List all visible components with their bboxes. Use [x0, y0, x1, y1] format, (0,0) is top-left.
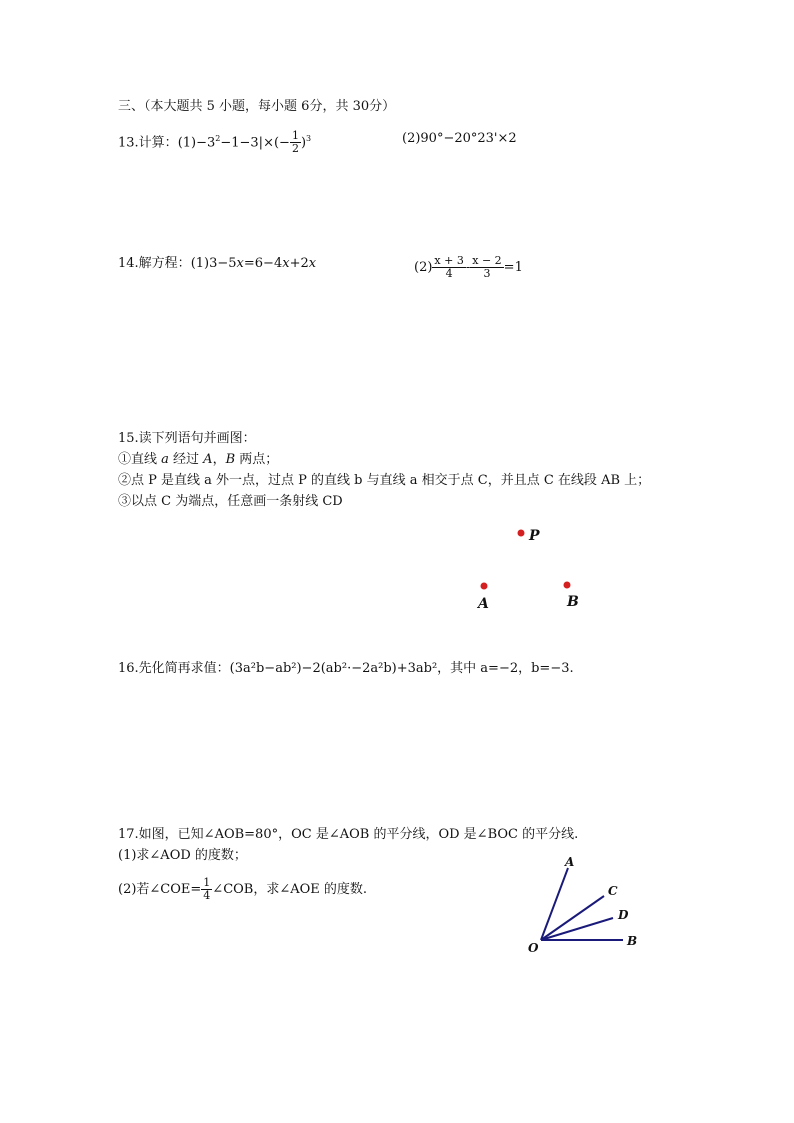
point-p-label: P — [529, 528, 540, 544]
q13-part1-close-exp: 3 — [306, 134, 312, 143]
q14-equals: =1 — [503, 260, 523, 275]
q17-figure — [528, 855, 637, 955]
q14-frac2-num: x − 2 — [472, 254, 502, 267]
q17-line-3 — [118, 877, 367, 902]
q14-part1-a: (1)3−5 — [190, 256, 237, 271]
q15-s1-a: ①直线 — [118, 452, 162, 467]
q13-frac-num: 1 — [291, 129, 299, 143]
q15-label: 15.读下列语句并画图： — [118, 431, 256, 446]
label-d: D — [618, 908, 629, 922]
q13-part1-prefix: (1)−3 — [177, 135, 216, 151]
q17-fraction — [201, 877, 212, 902]
q14-frac1-num: x + 3 — [434, 254, 464, 267]
q13-part1-exp: 2 — [215, 134, 221, 143]
q15-s1-b: a — [161, 452, 169, 467]
q14-frac1-den: 4 — [445, 267, 453, 280]
q15-s1-g: 两点； — [235, 452, 279, 467]
q14-label: 14.解方程： — [118, 256, 191, 271]
label-b: B — [627, 934, 638, 948]
q14-var-x: x — [236, 256, 244, 271]
q14-frac2-den: 3 — [483, 267, 491, 280]
ray-oa — [541, 868, 568, 940]
q14-var-x-3: x — [308, 256, 317, 271]
q14-part2-prefix: (2) — [414, 260, 433, 275]
point-a-dot — [481, 583, 488, 590]
q14-var-x-2: x — [282, 256, 290, 271]
label-c: C — [608, 884, 618, 898]
q13-frac-den: 2 — [291, 142, 299, 156]
q17-frac-den: 4 — [203, 889, 211, 902]
q13-part2: (2)90°−20°23'×2 — [402, 131, 517, 146]
q15-s1-f: B — [225, 452, 236, 467]
q15-statement-2: ②点 P 是直线 a 外一点，过点 P 的直线 b 与直线 a 相交于点 C，并且点 C 在线段 AB 上； — [118, 473, 651, 488]
point-a-label: A — [478, 596, 489, 612]
label-a: A — [565, 855, 575, 869]
q15-s1-d: A — [203, 452, 213, 467]
q14-part1-c: +2 — [289, 256, 309, 271]
q14-part1-b: =6−4 — [243, 256, 283, 271]
q13-label: 13.计算： — [118, 135, 178, 151]
point-b-dot — [564, 582, 571, 589]
q17-line3-b: ∠COB，求∠AOE 的度数. — [212, 882, 368, 897]
ray-oc — [541, 896, 604, 940]
q14-minus: - — [465, 260, 471, 275]
q13-part1-mid: −1−3|×(− — [220, 135, 290, 151]
q15-statement-3: ③以点 C 为端点，任意画一条射线 CD — [118, 494, 343, 509]
ray-od — [541, 918, 613, 940]
point-b-label: B — [567, 594, 579, 610]
q15-s1-c: 经过 — [168, 452, 204, 467]
q17-line-1: 17.如图，已知∠AOB=80°，OC 是∠AOB 的平分线，OD 是∠BOC 的平分线. — [118, 827, 579, 842]
label-o: O — [528, 941, 539, 955]
question-16: 16.先化简再求值：(3a²b−ab²)−2(ab²·−2a²b)+3ab²，其中 a=−2，b=−3. — [118, 661, 574, 676]
q17-line-2: (1)求∠AOD 的度数； — [118, 848, 247, 863]
section-header: 三、（本大题共 5 小题，每小题 6分，共 30分） — [118, 99, 396, 114]
q17-frac-num: 1 — [203, 876, 211, 889]
q17-line3-a: (2)若∠COE= — [118, 882, 202, 897]
q15-s1-e: ， — [212, 452, 226, 467]
point-p-dot — [518, 530, 525, 537]
q13-part1-close: ) — [300, 135, 307, 151]
